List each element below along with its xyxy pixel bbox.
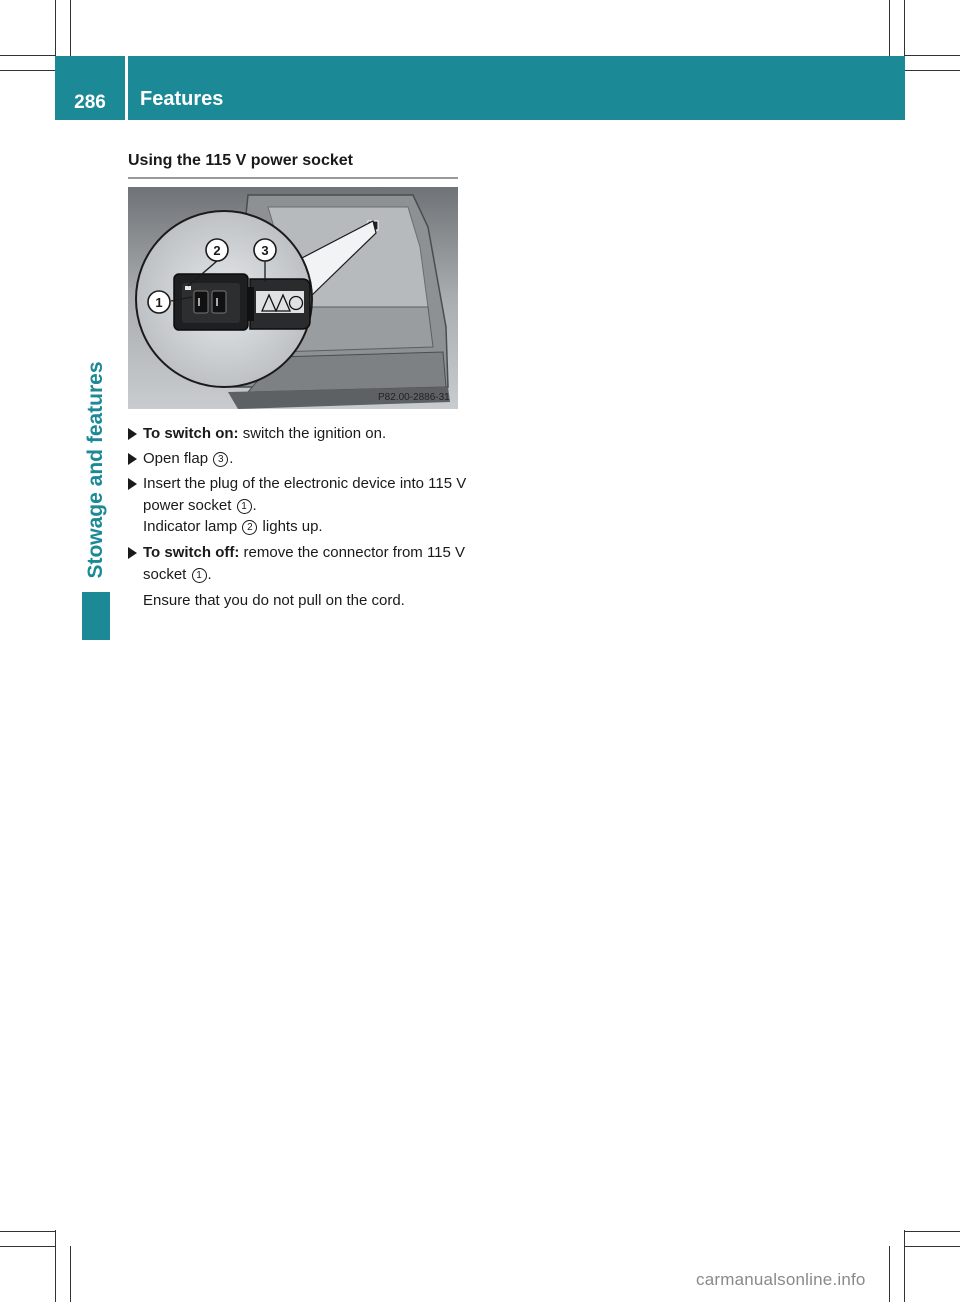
crop-mark — [904, 1231, 960, 1232]
crop-mark — [0, 55, 56, 56]
note-text-end: lights up. — [258, 518, 323, 535]
step-text-end: . — [252, 497, 257, 514]
side-tab-label: Stowage and features — [84, 361, 107, 579]
crop-mark — [70, 1246, 71, 1302]
step-arrow-icon — [128, 428, 137, 440]
step-open-flap — [128, 448, 468, 470]
callout-ref-2: 2 — [242, 520, 257, 535]
crop-mark — [0, 1246, 56, 1247]
step-label: To switch on: — [143, 425, 239, 442]
crop-mark — [904, 70, 960, 71]
step-switch-on — [128, 423, 468, 445]
step-text-end: . — [207, 566, 212, 583]
svg-text:2: 2 — [213, 243, 221, 258]
crop-mark — [0, 1231, 56, 1232]
step-text: Insert the plug of the electronic device into 115 V power socket — [143, 475, 467, 514]
crop-mark — [0, 70, 56, 71]
callout-ref-1: 1 — [237, 499, 252, 514]
crop-mark — [889, 0, 890, 56]
step-text: remove the connector from 115 V socket — [143, 544, 466, 583]
cord-note: Ensure that you do not pull on the cord. — [143, 592, 405, 609]
crop-mark — [904, 55, 960, 56]
indicator-note — [143, 516, 323, 538]
side-tab-block — [82, 592, 110, 640]
step-insert-plug — [128, 473, 468, 517]
callout-ref-1: 1 — [192, 568, 207, 583]
step-arrow-icon — [128, 547, 137, 559]
section-rule — [128, 177, 458, 179]
step-text: switch the ignition on. — [238, 425, 387, 442]
crop-mark — [55, 1230, 56, 1302]
power-socket-figure — [128, 187, 458, 409]
crop-mark — [889, 1246, 890, 1302]
step-text-end: . — [229, 450, 234, 467]
step-text: Open flap — [143, 450, 213, 467]
svg-text:1: 1 — [155, 295, 163, 310]
figure-code: P82.00-2886-31 — [378, 392, 450, 403]
page-title: Features — [140, 88, 224, 110]
page-number: 286 — [74, 92, 106, 113]
crop-mark — [70, 0, 71, 56]
step-arrow-icon — [128, 478, 137, 490]
callout-1 — [148, 291, 170, 313]
step-switch-off — [128, 542, 468, 586]
crop-mark — [904, 1246, 960, 1247]
callout-ref-3: 3 — [213, 452, 228, 467]
step-label: To switch off: — [143, 544, 240, 561]
callout-2 — [206, 239, 228, 261]
watermark: carmanualsonline.info — [696, 1270, 866, 1289]
crop-mark — [904, 1230, 905, 1302]
svg-text:3: 3 — [261, 243, 269, 258]
section-title: Using the 115 V power socket — [128, 152, 353, 169]
header-divider — [125, 56, 128, 120]
step-arrow-icon — [128, 453, 137, 465]
callout-3 — [254, 239, 276, 261]
note-text: Indicator lamp — [143, 518, 242, 535]
